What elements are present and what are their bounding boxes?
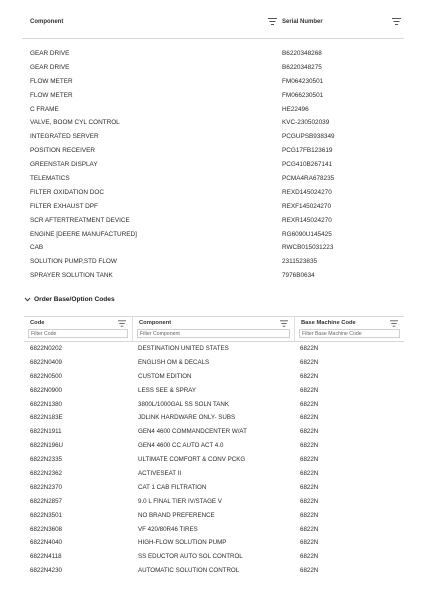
serial-number-cell: RWCB015031223	[282, 244, 334, 252]
filter-sort-icon[interactable]	[280, 320, 288, 327]
table-row	[24, 495, 404, 509]
column-component	[133, 317, 295, 341]
code-cell: 6822N4040	[30, 539, 62, 547]
table-row	[24, 550, 404, 564]
component-cell: GEN4 4600 CC AUTO ACT 4.0	[138, 442, 224, 450]
table-row	[24, 481, 404, 495]
component-cell: POSITION RECEIVER	[30, 147, 95, 155]
serial-number-cell: FM064230501	[282, 77, 324, 85]
serial-number-cell: KVC-230502039	[282, 119, 330, 127]
table-row	[22, 228, 404, 242]
component-cell: DESTINATION UNITED STATES	[138, 345, 229, 352]
filter-sort-icon[interactable]	[268, 18, 277, 25]
code-cell: 6822N0202	[30, 345, 62, 352]
table-row	[22, 186, 404, 200]
option-codes-body	[24, 341, 404, 578]
component-cell: SOLUTION PUMP,STD FLOW	[30, 258, 117, 266]
table-row	[24, 356, 404, 370]
component-cell: GREENSTAR DISPLAY	[30, 161, 98, 169]
table-row	[24, 384, 404, 398]
filter-sort-icon[interactable]	[392, 18, 401, 25]
code-cell: 6822N0900	[30, 386, 62, 394]
code-cell: 6822N2362	[30, 470, 62, 478]
table-row	[22, 214, 404, 228]
code-cell: 6822N0500	[30, 372, 62, 380]
table-row	[22, 144, 404, 158]
component-cell: GEAR DRIVE	[30, 50, 70, 57]
base-machine-code-cell: 6822N	[300, 400, 319, 408]
component-cell: SPRAYER SOLUTION TANK	[30, 272, 113, 280]
code-cell: 6822N1911	[30, 428, 62, 436]
table-row	[22, 158, 404, 172]
column-header-component: Component	[30, 19, 64, 25]
base-machine-code-cell: 6822N	[300, 372, 319, 380]
table-row	[24, 398, 404, 412]
component-cell: TELEMATICS	[30, 175, 70, 183]
code-cell: 6822N2335	[30, 456, 62, 464]
table-row	[24, 536, 404, 550]
section-title: Order Base/Option Codes	[34, 296, 115, 303]
component-cell: ENGLISH OM & DECALS	[138, 358, 210, 366]
component-cell: 9.0 L FINAL TIER IV/STAGE V	[138, 497, 222, 505]
column-code	[24, 317, 133, 341]
code-cell: 6822N2370	[30, 483, 62, 491]
code-cell: 6822N4230	[30, 567, 62, 575]
code-cell: 6822N3501	[30, 511, 62, 519]
base-machine-code-cell: 6822N	[300, 386, 319, 394]
filter-component-input[interactable]: Filter Component	[137, 329, 290, 338]
serial-number-cell: PCMA4RA678235	[282, 175, 335, 183]
table-row	[22, 130, 404, 144]
serial-number-cell: B6220348268	[282, 50, 322, 57]
base-machine-code-cell: 6822N	[300, 497, 319, 505]
base-machine-code-cell: 6822N	[300, 525, 319, 533]
table-row	[24, 425, 404, 439]
code-cell: 6822N3608	[30, 525, 62, 533]
column-header-component: Component	[139, 320, 172, 326]
option-codes-table	[24, 316, 404, 578]
column-header-serial-number: Serial Number	[282, 19, 323, 25]
table-row	[24, 509, 404, 523]
table-row	[24, 564, 404, 578]
filter-sort-icon[interactable]	[390, 320, 398, 327]
table-row	[22, 47, 404, 61]
base-machine-code-cell: 6822N	[300, 428, 319, 436]
filter-sort-icon[interactable]	[118, 320, 126, 327]
base-machine-code-cell: 6822N	[300, 358, 319, 366]
serial-number-cell: FM066230501	[282, 91, 324, 99]
table-row	[22, 255, 404, 269]
component-cell: SCR AFTERTREATMENT DEVICE	[30, 216, 130, 224]
table-row	[22, 61, 404, 75]
table-row	[22, 172, 404, 186]
filter-code-input[interactable]: Filter Code	[28, 329, 128, 338]
table-row	[24, 370, 404, 384]
component-cell: HIGH-FLOW SOLUTION PUMP	[138, 539, 227, 547]
table-row	[22, 103, 404, 117]
serial-table-body	[22, 39, 404, 283]
table-row	[22, 269, 404, 283]
table-row	[22, 200, 404, 214]
serial-number-cell: PCGUPSB938349	[282, 133, 335, 141]
table-row	[24, 342, 404, 356]
component-cell: 3800L/1000GAL SS SOLN TANK	[138, 400, 230, 408]
code-cell: 6822N2857	[30, 497, 62, 505]
chevron-down-icon	[24, 296, 31, 303]
code-cell: 6822N0409	[30, 358, 62, 366]
serial-number-cell: HE22496	[282, 105, 309, 113]
serial-number-table	[22, 10, 404, 283]
table-row	[24, 453, 404, 467]
component-cell: ULTIMATE COMFORT & CONV PCKG	[138, 456, 246, 464]
base-machine-code-cell: 6822N	[300, 414, 319, 422]
component-cell: AUTOMATIC SOLUTION CONTROL	[138, 567, 240, 575]
option-codes-header	[24, 317, 404, 341]
serial-number-cell: PCG17FB123619	[282, 147, 333, 155]
component-cell: CAT 1 CAB FILTRATION	[138, 483, 207, 491]
component-cell: ACTIVESEAT II	[138, 470, 182, 478]
component-cell: FLOW METER	[30, 91, 73, 99]
component-cell: GEN4 4600 COMMANDCENTER W/AT	[138, 428, 247, 436]
code-cell: 6822N183E	[30, 414, 63, 422]
column-header-base-machine-code: Base Machine Code	[301, 320, 356, 326]
table-row	[24, 439, 404, 453]
base-machine-code-cell: 6822N	[300, 539, 319, 547]
serial-number-cell: PCG410B267141	[282, 161, 333, 169]
component-cell: CUSTOM EDITION	[138, 372, 192, 380]
serial-number-cell: REXR145024270	[282, 216, 332, 224]
code-cell: 6822N4118	[30, 553, 62, 561]
table-row	[24, 523, 404, 537]
base-machine-code-cell: 6822N	[300, 483, 319, 491]
component-cell: C FRAME	[30, 105, 59, 113]
component-cell: ENGINE [DEERE MANUFACTURED]	[30, 230, 137, 238]
base-machine-code-cell: 6822N	[300, 456, 319, 464]
table-row	[22, 241, 404, 255]
code-cell: 6822N1380	[30, 400, 62, 408]
component-cell: SS EDUCTOR AUTO SOL CONTROL	[138, 553, 243, 561]
component-cell: GEAR DRIVE	[30, 63, 70, 71]
serial-number-cell: 7976B0634	[282, 272, 315, 280]
table-row	[24, 467, 404, 481]
base-machine-code-cell: 6822N	[300, 470, 319, 478]
order-codes-section-toggle[interactable]	[24, 294, 115, 306]
base-machine-code-cell: 6822N	[300, 567, 319, 575]
component-cell: VALVE, BOOM CYL CONTROL	[30, 119, 120, 127]
component-cell: CAB	[30, 244, 44, 252]
component-cell: FLOW METER	[30, 77, 73, 85]
filter-base-machine-code-input[interactable]: Filter Base Machine Code	[299, 329, 400, 338]
serial-number-cell: REXF145024270	[282, 202, 332, 210]
serial-table-header	[22, 10, 404, 39]
component-cell: NO BRAND PREFERENCE	[138, 511, 215, 519]
serial-number-cell: 2311523835	[282, 258, 318, 266]
table-row	[22, 89, 404, 103]
component-cell: VF 420/80R46 TIRES	[138, 525, 198, 533]
serial-number-cell: REXD145024270	[282, 188, 332, 196]
code-cell: 6822N196U	[30, 442, 64, 450]
base-machine-code-cell: 6822N	[300, 442, 319, 450]
column-header-code: Code	[30, 320, 45, 326]
component-cell: LESS SEE & SPRAY	[138, 386, 197, 394]
table-row	[22, 116, 404, 130]
base-machine-code-cell: 6822N	[300, 345, 319, 352]
base-machine-code-cell: 6822N	[300, 553, 319, 561]
table-row	[22, 75, 404, 89]
serial-number-cell: B6220348275	[282, 63, 322, 71]
column-base-machine-code	[295, 317, 404, 341]
table-row	[24, 411, 404, 425]
component-cell: FILTER EXHAUST DPF	[30, 202, 98, 210]
component-cell: FILTER OXIDATION DOC	[30, 188, 104, 196]
component-cell: JDLINK HARDWARE ONLY- SUBS	[138, 414, 236, 422]
component-cell: INTEGRATED SERVER	[30, 133, 99, 141]
base-machine-code-cell: 6822N	[300, 511, 319, 519]
serial-number-cell: RG6090U145425	[282, 230, 332, 238]
